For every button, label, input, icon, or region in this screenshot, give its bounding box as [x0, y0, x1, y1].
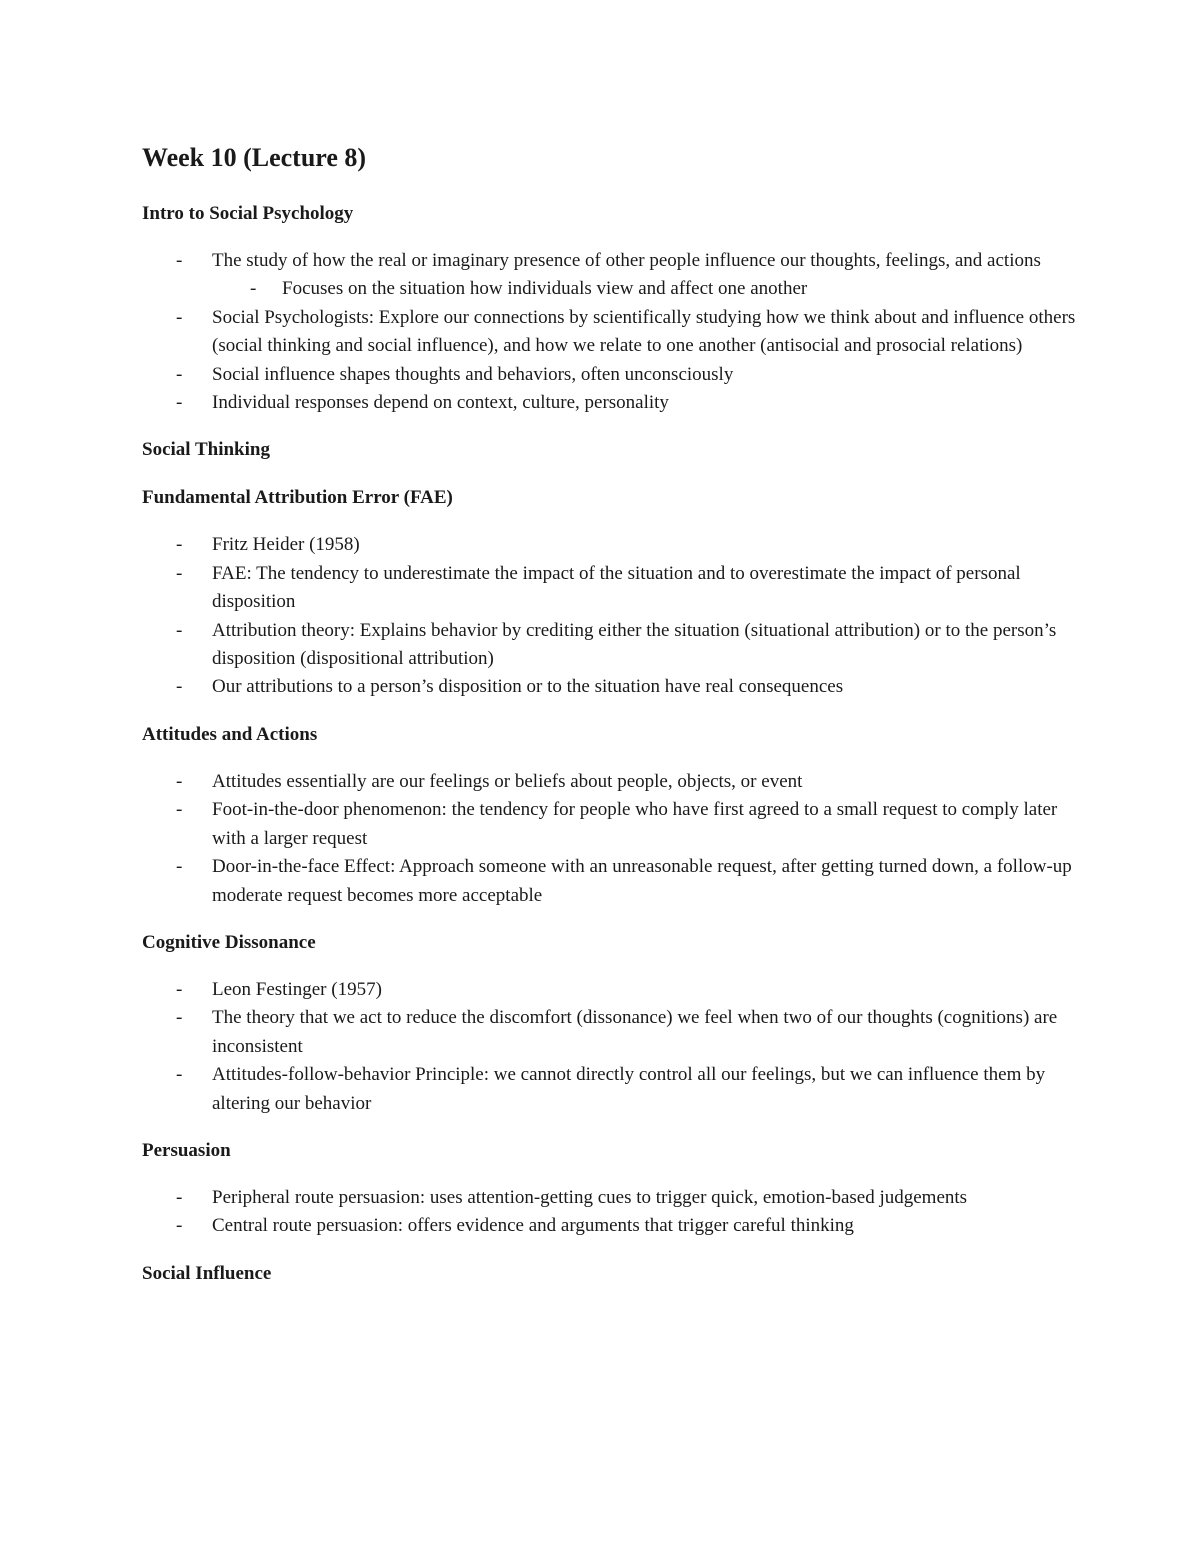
section-social-influence: [142, 1260, 1082, 1288]
bullet-list: [142, 768, 1082, 910]
list-item-text: FAE: The tendency to underestimate the impact of the situation and to overestimate the impact of personal disposition: [212, 562, 1021, 613]
section-heading: Persuasion: [142, 1139, 231, 1161]
list-item-text: Attitudes-follow-behavior Principle: we cannot directly control all our feelings, but we can influence them by altering our behavior: [212, 1064, 1046, 1114]
sub-bullet-list: [212, 275, 1082, 303]
bullet-dash: -: [176, 978, 183, 1000]
section-fae: [142, 484, 1082, 701]
list-item: [142, 531, 1082, 559]
list-item: [142, 1184, 1082, 1212]
list-item: [142, 389, 1082, 417]
list-item-text: The study of how the real or imaginary presence of other people influence our thoughts, feelings, and actions: [212, 250, 1041, 271]
section-heading: Intro to Social Psychology: [142, 203, 354, 224]
bullet-dash: -: [176, 676, 183, 698]
list-item: [142, 304, 1082, 361]
bullet-dash: -: [176, 1215, 183, 1237]
list-item: [142, 853, 1082, 910]
bullet-dash: -: [176, 392, 183, 414]
bullet-dash: -: [250, 278, 257, 300]
list-item-text: Social Psychologists: Explore our connections by scientifically studying how we think about and influence others (social thinking and social influence), and how we relate to one another (antisocial and prosocial relations): [212, 306, 1076, 357]
bullet-dash: -: [176, 856, 183, 878]
section-heading: Social Influence: [142, 1262, 272, 1284]
list-item: [142, 976, 1082, 1004]
list-item: [142, 560, 1082, 617]
bullet-list: [142, 531, 1082, 701]
list-item-text: Fritz Heider (1958): [212, 534, 360, 556]
bullet-dash: -: [176, 306, 183, 328]
bullet-dash: -: [176, 534, 183, 556]
list-item: [142, 361, 1082, 389]
list-item-text: Our attributions to a person’s disposition or to the situation have real consequences: [212, 676, 844, 698]
list-item-text: Door-in-the-face Effect: Approach someone with an unreasonable request, after getting turned down, a follow-up moderate request becomes more acceptable: [212, 856, 1072, 906]
list-item-text: The theory that we act to reduce the discomfort (dissonance) we feel when two of our thoughts (cognitions) are inconsistent: [212, 1007, 1058, 1057]
bullet-dash: -: [176, 1186, 183, 1208]
list-item: [142, 1061, 1082, 1118]
list-item-text: Peripheral route persuasion: uses attention-getting cues to trigger quick, emotion-based judgements: [212, 1186, 968, 1208]
section-intro: [142, 200, 1082, 417]
list-item-text: Focuses on the situation how individuals view and affect one another: [282, 278, 808, 300]
bullet-dash: -: [176, 799, 183, 821]
bullet-dash: -: [176, 1007, 183, 1029]
list-item: [142, 796, 1082, 853]
document-page: [142, 140, 1082, 1288]
section-dissonance: [142, 929, 1082, 1118]
section-social-thinking: [142, 436, 1082, 464]
list-item-text: Central route persuasion: offers evidence and arguments that trigger careful thinking: [212, 1215, 854, 1237]
bullet-dash: -: [176, 770, 183, 792]
list-item: [142, 673, 1082, 701]
list-item: [142, 617, 1082, 674]
list-item-text: Individual responses depend on context, culture, personality: [212, 392, 669, 414]
bullet-dash: -: [176, 619, 183, 641]
section-heading: Social Thinking: [142, 439, 270, 461]
bullet-dash: -: [176, 250, 183, 271]
list-item-text: Attitudes essentially are our feelings or beliefs about people, objects, or event: [212, 770, 803, 792]
section-heading: Fundamental Attribution Error (FAE): [142, 487, 453, 509]
bullet-list: [142, 976, 1082, 1118]
list-item-text: Social influence shapes thoughts and behaviors, often unconsciously: [212, 363, 734, 385]
sub-list-item: [212, 275, 1082, 303]
list-item: [142, 1004, 1082, 1061]
bullet-list: [142, 247, 1082, 417]
list-item-text: Leon Festinger (1957): [212, 978, 382, 1000]
list-item: [142, 247, 1082, 304]
list-item: [142, 1212, 1082, 1240]
document-title: Week 10 (Lecture 8): [142, 143, 367, 172]
list-item: [142, 768, 1082, 796]
bullet-dash: -: [176, 1064, 183, 1086]
list-item-text: Foot-in-the-door phenomenon: the tendency for people who have first agreed to a small request to comply later with a larger request: [212, 799, 1058, 849]
bullet-dash: -: [176, 562, 183, 584]
section-attitudes: [142, 721, 1082, 910]
bullet-list: [142, 1184, 1082, 1241]
section-heading: Cognitive Dissonance: [142, 931, 316, 953]
section-heading: Attitudes and Actions: [142, 723, 318, 745]
list-item-text: Attribution theory: Explains behavior by crediting either the situation (situational attribution) or to the person’s disposition (dispositional attribution): [212, 619, 1057, 670]
section-persuasion: [142, 1137, 1082, 1241]
bullet-dash: -: [176, 363, 183, 385]
